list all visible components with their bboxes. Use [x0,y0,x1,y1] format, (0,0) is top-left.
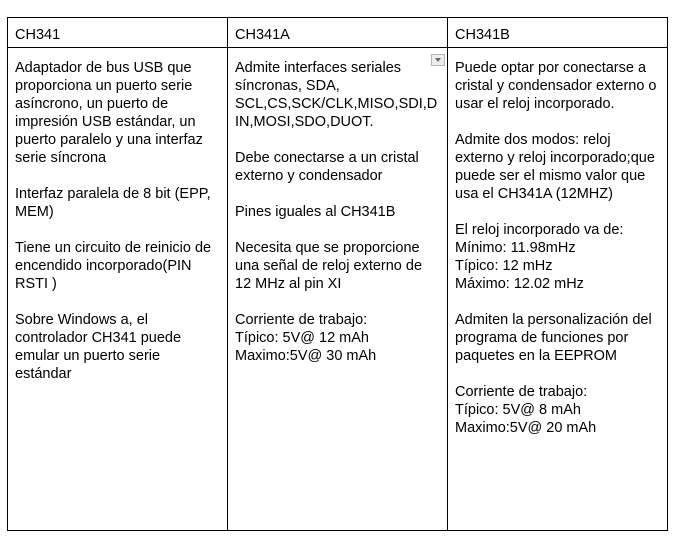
paragraph: Admiten la personalización del programa de funciones por paquetes en la EEPROM [455,312,652,364]
paragraph: Puede optar por conectarse a cristal y condensador externo o usar el reloj incorporado. [455,60,657,112]
paragraph: Debe conectarse a un cristal externo y condensador [235,150,419,184]
header-cell-ch341[interactable]: CH341 [8,18,228,48]
body-row [8,48,668,531]
header-cell-ch341a[interactable]: CH341A [228,18,448,48]
paragraph: Interfaz paralela de 8 bit (EPP, MEM) [15,186,211,220]
paragraph: Sobre Windows a, el controlador CH341 puede emular un puerto serie estándar [15,312,182,382]
cell-menu-button[interactable] [431,54,445,66]
chevron-down-icon [435,58,441,62]
paragraph: Necesita que se proporcione una señal de reloj externo de 12 MHz al pin XI [235,240,423,292]
paragraph: Adaptador de bus USB que proporciona un puerto serie asíncrono, un puerto de impresión USB estándar, un puerto paralelo y una interfaz serie síncrona [15,60,203,166]
paragraph: Corriente de trabajo: Típico: 5V@ 12 mAh Maximo:5V@ 30 mAh [235,312,377,364]
cell-ch341-description[interactable] [8,48,228,531]
paragraph: Tiene un circuito de reinicio de encendido incorporado(PIN RSTI ) [15,240,212,292]
paragraph: Pines iguales al CH341B [235,204,396,220]
cell-ch341a-description[interactable] [228,48,448,531]
paragraph: Admite dos modos: reloj externo y reloj incorporado;que puede ser el mismo valor que usa el CH341A (12MHZ) [455,132,655,202]
paragraph: El reloj incorporado va de: Mínimo: 11.98mHz Típico: 12 mHz Máximo: 12.02 mHz [455,222,624,292]
header-cell-ch341b[interactable]: CH341B [448,18,668,48]
header-row [8,18,668,48]
paragraph: Admite interfaces seriales síncronas, SDA, SCL,CS,SCK/CLK,MISO,SDI,DIN,MOSI,SDO,DUOT. [235,60,438,130]
comparison-table [7,17,668,531]
cell-ch341b-description[interactable] [448,48,668,531]
paragraph: Corriente de trabajo: Típico: 5V@ 8 mAh Maximo:5V@ 20 mAh [455,384,597,436]
